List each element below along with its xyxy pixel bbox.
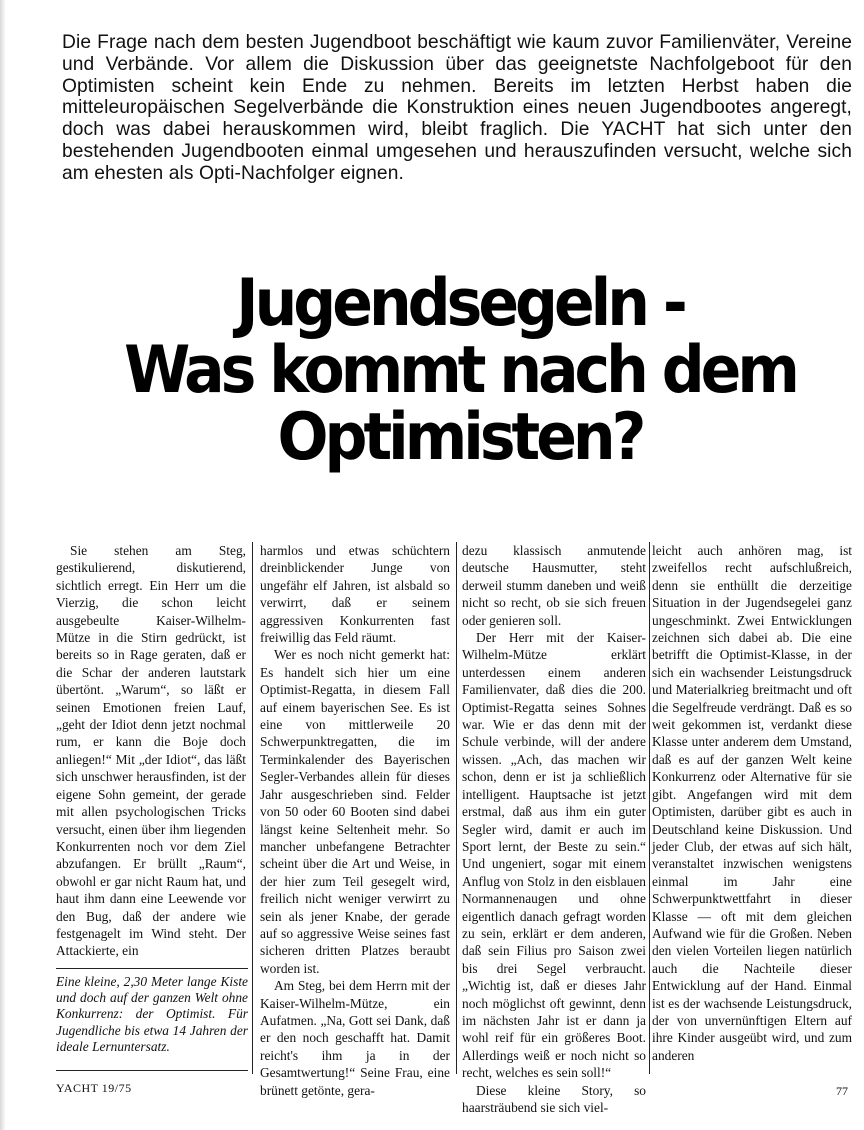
headline-line-1: Jugendsegeln - [236,265,684,342]
intro-paragraph: Die Frage nach dem besten Jugendboot beschäftigt wie kaum zuvor Familienväter, Vereine und Verbände. Vor allem die Diskussion über das geeignetste Nachfolgeboot für den Optimisten scheint kein Ende zu nehmen. Bereits im letzten Herbst haben die mitteleuropäischen Segelverbände die Konstruktion eines neuen Jugendbootes angeregt, doch was dabei herauskommen wird, bleibt fraglich. Die YACHT hat sich unter den bestehenden Jugendbooten einmal umgesehen und herauszufinden versucht, welche sich am ehesten als Opti-Nachfolger eignen. [62,32,852,184]
column-2-paragraph-2: Wer es noch nicht gemerkt hat: Es handelt sich hier um eine Optimist-Regatta, in diesem Fall auf einem bayerischen See. Es ist eine von mittlerweile 20 Schwerpunktregatten, die im Terminkalender des Bayerischen Segler-Verbandes allein für dieses Jahr ausgeschrieben sind. Felder von 50 oder 60 Booten sind dabei längst keine Seltenheit mehr. So mancher unbefangene Betrachter scheint über die Art und Weise, in der hier zum Teil gesegelt wird, freilich nicht weniger verwirrt zu sein als jener Knabe, der gerade auf so aggressive Weise seines fast sicheren dritten Platzes beraubt worden ist. [260,647,450,976]
column-3-paragraph-1: dezu klassisch anmutende deutsche Hausmutter, steht derweil stumm daneben und weiß nicht so recht, ob sie sich freuen oder genieren soll. [462,543,646,628]
headline-line-2: Was kommt nach dem [124,332,796,409]
article-column-2 [260,542,450,1099]
column-2-paragraph-1: harmlos und etwas schüchtern dreinblickender Junge von ungefähr elf Jahren, ist alsbald so verwirrt, daß er seinem aggressiven Konkurrenten fast freiwillig das Feld räumt. [260,543,450,646]
column-3-paragraph-2: Der Herr mit der Kaiser-Wilhelm-Mütze erklärt unterdessen einem anderen Familienvater, daß dies die 200. Optimist-Regatta seines Sohnes war. Wie er das denn mit der Schule verbinde, will der andere wissen. „Ach, das machen wir schon, denn er ist ja schließlich intelligent. Hauptsache ist jetzt erstmal, daß aus ihm ein guter Segler wird, damit er auch im Sport lernt, der Beste zu sein.“ Und ungeniert, sogar mit einem Anflug von Stolz in den eisblauen Normannenaugen und ohne eigentlich danach gefragt worden zu sein, erklärt er dem anderen, daß sein Filius pro Saison zwei bis drei Segel verbraucht. „Wichtig ist, daß er dieses Jahr noch möglichst oft gewinnt, denn im nächsten Jahr ist er dann ja wohl reif für ein größeres Boot. Allerdings weiß er noch nicht so recht, welches es sein soll!“ [462,630,646,1081]
column-2-paragraph-3: Am Steg, bei dem Herrn mit der Kaiser-Wilhelm-Mütze, ein Aufatmen. „Na, Gott sei Dank, daß er den noch geschafft hat. Damit reicht's ihm ja in der Gesamtwertung!“ Seine Frau, eine brünett getönte, gera- [260,978,450,1098]
column-divider-3 [649,542,650,1074]
footer-issue: YACHT 19/75 [56,1081,132,1095]
column-divider-1 [252,542,253,1074]
column-4-paragraph-1: leicht auch anhören mag, ist zweifellos recht aufschlußreich, denn sie enthüllt die derzeitige Situation in der Jugendsegelei ganz ungeschminkt. Zwei Entwicklungen zeichnen sich dabei ab. Die eine betrifft die Optimist-Klasse, in der sich ein wachsender Leistungsdruck und Materialkrieg breitmacht und oft die Segelfreude verdrängt. Daß es so weit gekommen ist, verdankt diese Klasse unter anderem dem Umstand, daß es auf der ganzen Welt keine Konkurrenz oder Alternative für sie gibt. Angefangen wird mit dem Optimisten, darüber gibt es auch in Deutschland keine Diskussion. Und jeder Club, der etwas auf sich hält, veranstaltet inzwischen wenigstens einmal im Jahr eine Schwerpunktwettfahrt in dieser Klasse — oft mit dem gleichen Aufwand wie für die Großen. Neben den vielen Vorteilen liegen natürlich auch die Nachteile dieser Entwicklung auf der Hand. Einmal ist es der wachsende Leistungsdruck, der von unvernünftigen Eltern auf ihre Kinder ausgeübt wird, und zum anderen [652,543,852,1063]
column-divider-2 [456,542,457,1074]
article-column-1 [56,542,246,960]
column-3-paragraph-3: Diese kleine Story, so haarsträubend sie sich viel- [462,1082,646,1115]
headline [100,265,820,476]
caption-top-rule [56,968,248,969]
photo-caption: Eine kleine, 2,30 Meter lange Kiste und doch auf der ganzen Welt ohne Konkurrenz: der Optimist. Für Jugendliche bis etwa 14 Jahren der ideale Lernuntersatz. [56,974,248,1054]
headline-line-3: Optimisten? [277,399,643,476]
page-edge-shadow [0,0,6,1130]
column-1-paragraph-1: Sie stehen am Steg, gestikulierend, diskutierend, sichtlich erregt. Ein Herr um die Vierzig, die schon leicht ausgebeulte Kaiser-Wilhelm-Mütze in die Stirn gedrückt, ist bereits so in Rage geraten, daß er die Schar der anderen lautstark übertönt. „Warum“, so läßt er seinen Emotionen freien Lauf, „geht der Idiot denn jetzt nochmal rum, er kann die Boje doch anliegen!“ Mit „der Idiot“, das läßt sich unschwer herausfinden, ist der eigene Sohn gemeint, der gerade mit allen psychologischen Tricks versucht, einen über ihm liegenden Konkurrenten noch vor dem Ziel abzufangen. Er brüllt „Raum“, obwohl er gar nicht Raum hat, und haut ihm dann eine Leewende vor den Bug, daß der andere wie festgenagelt im Wind steht. Der Attackierte, ein [56,543,246,959]
article-column-3 [462,542,646,1116]
caption-bottom-rule [56,1070,248,1071]
page-number: 77 [836,1084,848,1098]
article-column-4 [652,542,852,1064]
